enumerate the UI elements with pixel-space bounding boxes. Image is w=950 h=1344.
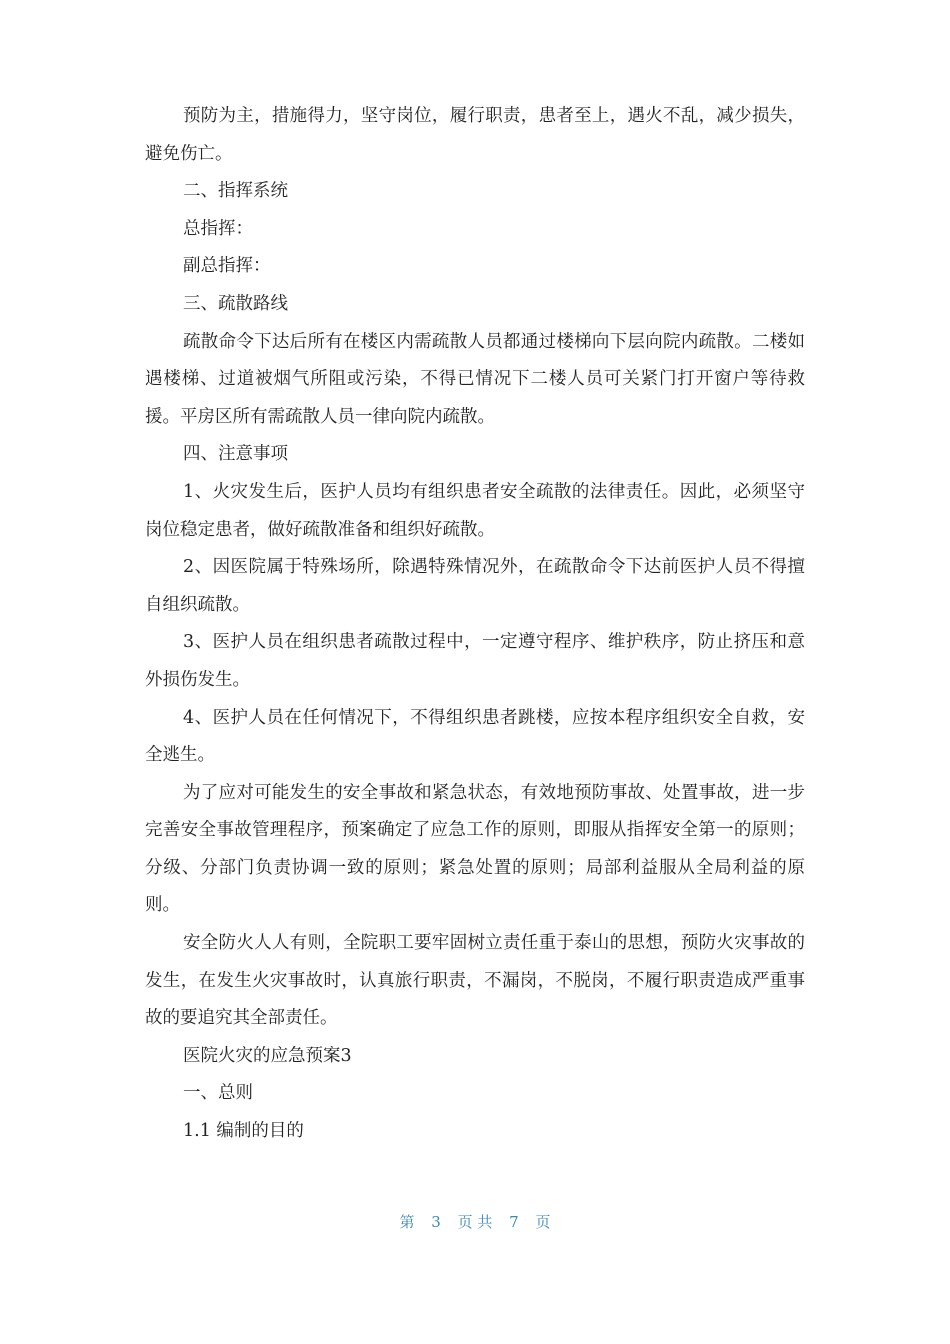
paragraph-precaution-3: 3、医护人员在组织患者疏散过程中，一定遵守程序、维护秩序，防止挤压和意外损伤发生。 (145, 632, 805, 690)
page-footer (0, 1210, 950, 1234)
footer-page-middle: 页 共 (457, 1213, 493, 1231)
document-body (145, 98, 805, 1151)
paragraph-chief-commander: 总指挥： (183, 218, 253, 239)
heading-precautions: 四、注意事项 (183, 444, 288, 465)
heading-plan-3: 医院火灾的应急预案3 (183, 1045, 352, 1066)
heading-evacuation-route: 三、疏散路线 (183, 293, 288, 314)
paragraph-fire-safety-responsibility: 安全防火人人有则，全院职工要牢固树立责任重于泰山的思想，预防火灾事故的发生，在发生火灾事故时，认真旅行职责，不漏岗，不脱岗，不履行职责造成严重事故的要追究其全部责任。 (145, 933, 805, 1029)
paragraph-precaution-2: 2、因医院属于特殊场所，除遇特殊情况外，在疏散命令下达前医护人员不得擅自组织疏散。 (145, 557, 805, 615)
paragraph-emergency-principles: 为了应对可能发生的安全事故和紧急状态，有效地预防事故、处置事故，进一步完善安全事故管理程序，预案确定了应急工作的原则，即服从指挥安全第一的原则；分级、分部门负责协调一致的原则；紧急处置的原则；局部利益服从全局利益的原则。 (145, 782, 805, 916)
footer-page-suffix: 页 (535, 1213, 551, 1231)
heading-general-principles: 一、总则 (183, 1083, 253, 1104)
heading-purpose: 1.1 编制的目的 (183, 1121, 304, 1142)
footer-total-pages: 7 (509, 1213, 519, 1231)
footer-current-page: 3 (431, 1213, 441, 1231)
paragraph-evacuation-route: 疏散命令下达后所有在楼区内需疏散人员都通过楼梯向下层向院内疏散。二楼如遇楼梯、过道被烟气所阻或污染，不得已情况下二楼人员可关紧门打开窗户等待救援。平房区所有需疏散人员一律向院内疏散。 (145, 331, 805, 427)
footer-page-prefix: 第 (399, 1213, 415, 1231)
paragraph-principle: 预防为主，措施得力，坚守岗位，履行职责，患者至上，遇火不乱，减少损失，避免伤亡。 (145, 106, 805, 164)
heading-command-system: 二、指挥系统 (183, 181, 288, 202)
paragraph-deputy-commander: 副总指挥： (183, 256, 271, 277)
paragraph-precaution-1: 1、火灾发生后，医护人员均有组织患者安全疏散的法律责任。因此，必须坚守岗位稳定患者，做好疏散准备和组织好疏散。 (145, 481, 805, 540)
paragraph-precaution-4: 4、医护人员在任何情况下，不得组织患者跳楼，应按本程序组织安全自救，安全逃生。 (145, 707, 805, 766)
